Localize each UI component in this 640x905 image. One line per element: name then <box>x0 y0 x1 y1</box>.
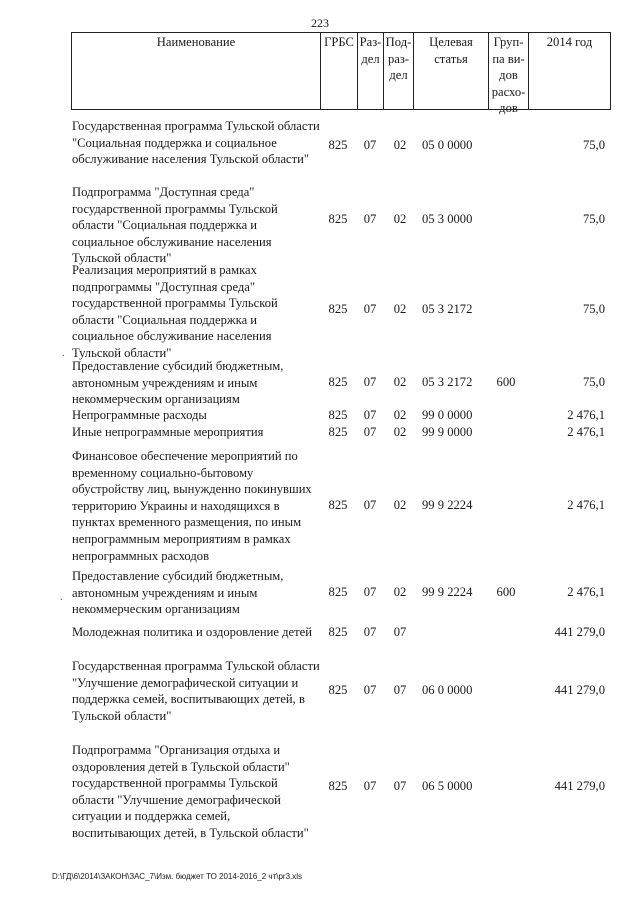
row-sum: 75,0 <box>582 375 605 389</box>
row-sum: 441 279,0 <box>554 779 605 793</box>
row-name: Подпрограмма "Организация отдыха и оздоровления детей в Тульской области" государственной программы Тульской области "Улучшение демографической ситуации и поддержка семей, воспитывающих детей, в Тульской области" <box>72 743 309 840</box>
row-name: Государственная программа Тульской области "Социальная поддержка и социальное обслуживание населения Тульской области" <box>72 119 320 167</box>
row-razdel: 07 <box>363 779 377 793</box>
file-path-footer: D:\ГД\6\2014\ЗАКОН\ЗАС_7\Изм. бюджет ТО 2014-2016_2 чт\pr3.xls <box>52 872 303 881</box>
row-razdel: 07 <box>363 683 377 697</box>
row-name: Финансовое обеспечение мероприятий по временному социально-бытовому обустройству лиц, вынужденно покинувших территорию Украины и находящихся в пунктах временного размещения, по иным непрограммным мероприятиям в рамках непрограммных расходов <box>72 449 312 563</box>
row-grbs: 825 <box>328 408 348 422</box>
row-sum: 441 279,0 <box>554 683 605 697</box>
row-name: Иные непрограммные мероприятия <box>72 425 264 439</box>
row-target: 06 5 0000 <box>422 779 473 793</box>
header-grbs: ГРБС <box>320 33 357 109</box>
row-podrazdel: 02 <box>393 302 407 316</box>
row-vid: 600 <box>496 585 516 599</box>
row-sum: 75,0 <box>582 212 605 226</box>
row-razdel: 07 <box>363 408 377 422</box>
page-number: 223 <box>311 16 329 30</box>
row-grbs: 825 <box>328 625 348 639</box>
row-target: 05 3 2172 <box>422 302 473 316</box>
row-razdel: 07 <box>363 375 377 389</box>
row-grbs: 825 <box>328 425 348 439</box>
row-sum: 75,0 <box>582 302 605 316</box>
scan-mark: . <box>60 592 63 603</box>
row-target: 99 0 0000 <box>422 408 473 422</box>
row-name: Подпрограмма "Доступная среда" государственной программы Тульской области "Социальная поддержка и социальное обслуживание населения Тульской области" <box>72 185 278 266</box>
row-grbs: 825 <box>328 302 348 316</box>
row-razdel: 07 <box>363 498 377 512</box>
row-sum: 2 476,1 <box>567 425 605 439</box>
row-podrazdel: 02 <box>393 212 407 226</box>
row-razdel: 07 <box>363 625 377 639</box>
row-sum: 441 279,0 <box>554 625 605 639</box>
row-podrazdel: 02 <box>393 375 407 389</box>
row-podrazdel: 02 <box>393 585 407 599</box>
row-target: 99 9 2224 <box>422 498 473 512</box>
row-sum: 2 476,1 <box>567 585 605 599</box>
scan-mark: . <box>62 348 65 359</box>
row-podrazdel: 07 <box>393 683 407 697</box>
row-razdel: 07 <box>363 425 377 439</box>
row-name: Реализация мероприятий в рамках подпрограммы "Доступная среда" государственной программы Тульской области "Социальная поддержка и социальное обслуживание населения Тульской области" <box>72 263 278 360</box>
table-header <box>71 32 611 115</box>
row-name: Предоставление субсидий бюджетным, автономным учреждениям и иным некоммерческим организациям <box>72 359 284 407</box>
row-podrazdel: 07 <box>393 625 407 639</box>
row-target: 05 3 0000 <box>422 212 473 226</box>
row-name: Государственная программа Тульской области "Улучшение демографической ситуации и поддержка семей, воспитывающих детей, в Тульской области" <box>72 659 320 723</box>
row-name: Непрограммные расходы <box>72 408 207 422</box>
header-vid: Груп- па ви- дов расхо- дов <box>488 33 528 109</box>
row-grbs: 825 <box>328 375 348 389</box>
row-podrazdel: 07 <box>393 779 407 793</box>
row-razdel: 07 <box>363 302 377 316</box>
row-razdel: 07 <box>363 212 377 226</box>
header-razdel: Раз- дел <box>357 33 383 109</box>
row-grbs: 825 <box>328 683 348 697</box>
header-name: Наименование <box>156 35 236 49</box>
row-podrazdel: 02 <box>393 138 407 152</box>
row-razdel: 07 <box>363 585 377 599</box>
row-grbs: 825 <box>328 498 348 512</box>
row-podrazdel: 02 <box>393 498 407 512</box>
row-name: Предоставление субсидий бюджетным, автономным учреждениям и иным некоммерческим организациям <box>72 569 284 617</box>
header-podrazdel: Под- раз- дел <box>383 33 413 109</box>
row-target: 05 0 0000 <box>422 138 473 152</box>
row-sum: 75,0 <box>582 138 605 152</box>
header-target: Целевая статья <box>413 33 488 109</box>
row-name: Молодежная политика и оздоровление детей <box>72 625 312 639</box>
row-target: 05 3 2172 <box>422 375 473 389</box>
row-grbs: 825 <box>328 585 348 599</box>
row-podrazdel: 02 <box>393 425 407 439</box>
row-grbs: 825 <box>328 779 348 793</box>
row-sum: 2 476,1 <box>567 408 605 422</box>
header-year: 2014 год <box>528 33 610 109</box>
row-razdel: 07 <box>363 138 377 152</box>
row-target: 99 9 0000 <box>422 425 473 439</box>
row-target: 06 0 0000 <box>422 683 473 697</box>
row-grbs: 825 <box>328 212 348 226</box>
row-vid: 600 <box>496 375 516 389</box>
row-podrazdel: 02 <box>393 408 407 422</box>
row-target: 99 9 2224 <box>422 585 473 599</box>
row-grbs: 825 <box>328 138 348 152</box>
row-sum: 2 476,1 <box>567 498 605 512</box>
